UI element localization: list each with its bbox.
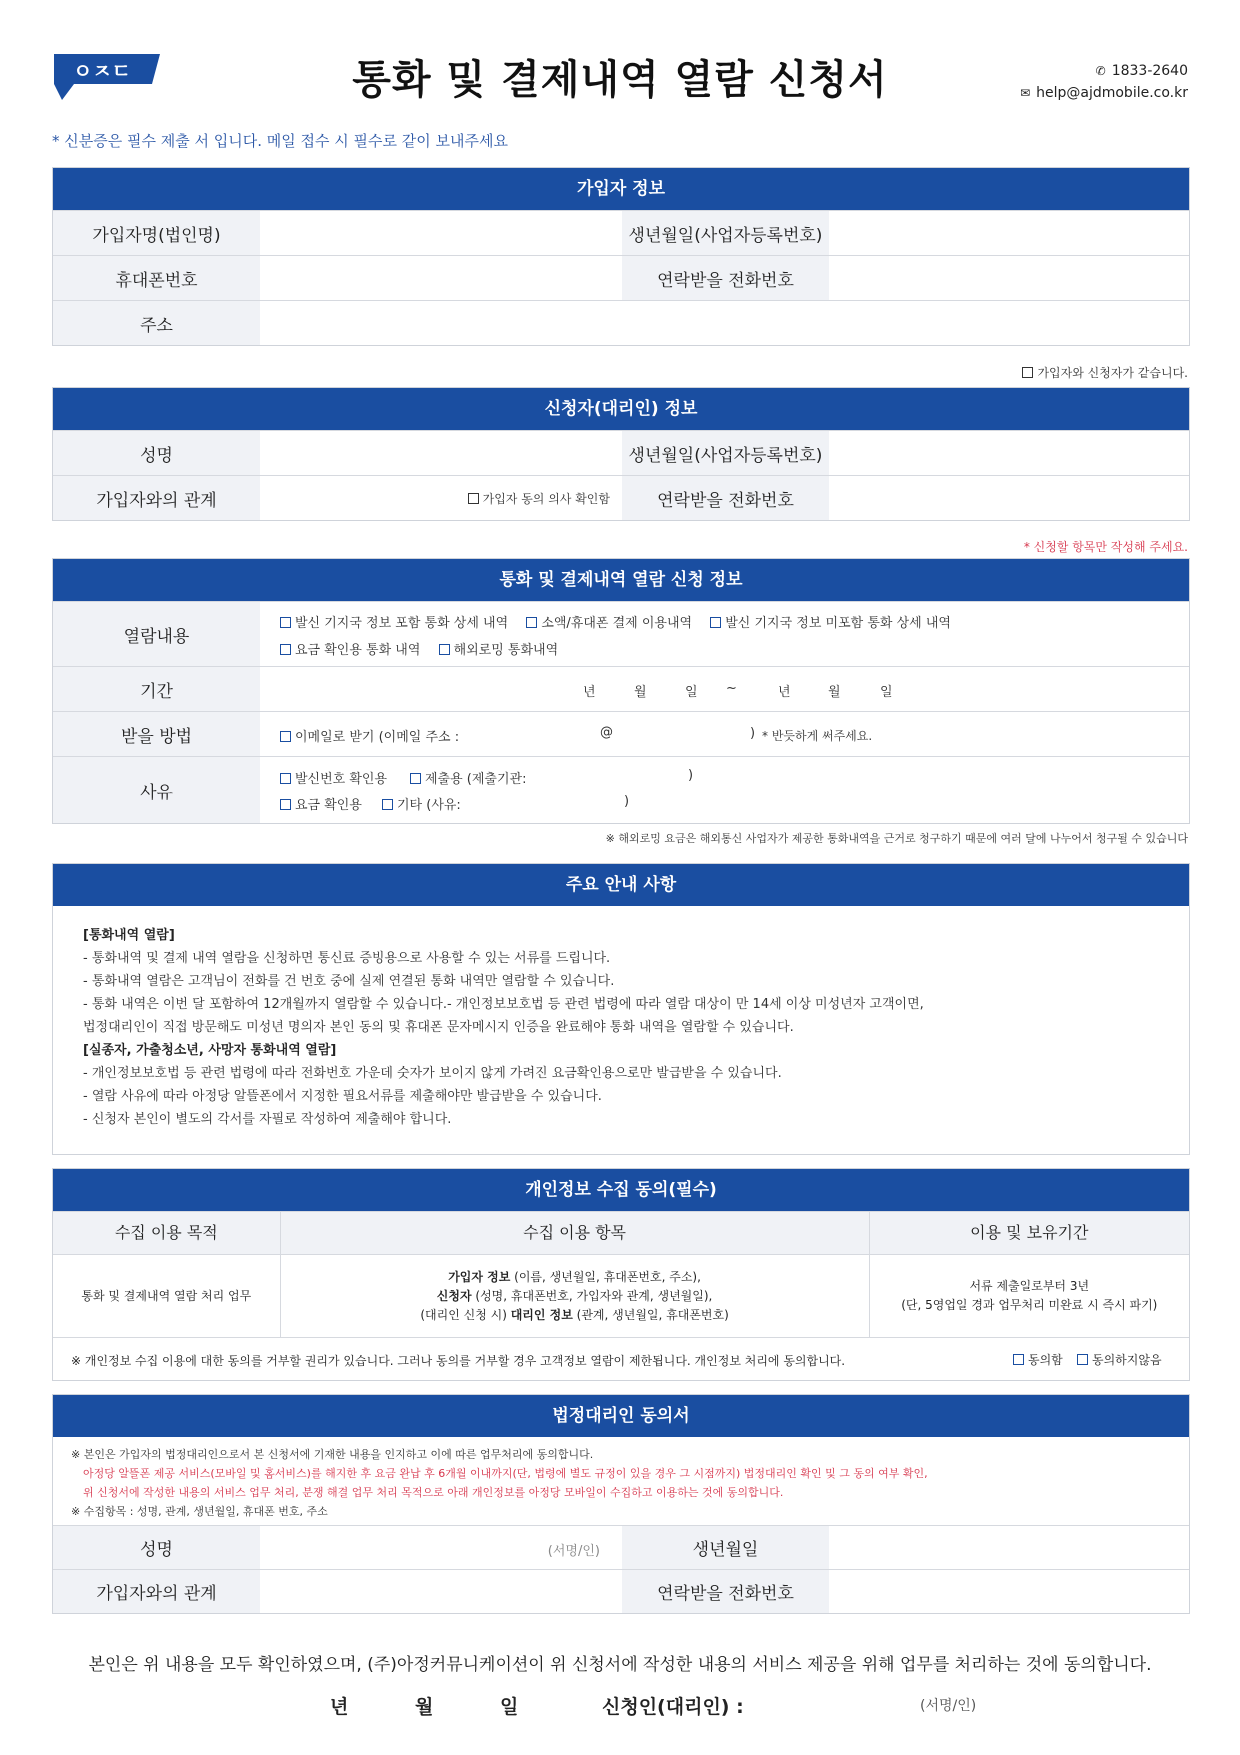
period-start-day: 일 xyxy=(685,685,698,700)
applicant-sign-mark[interactable]: (서명/인) xyxy=(920,1698,977,1714)
request-section xyxy=(52,558,1190,824)
method-field[interactable] xyxy=(260,712,1189,756)
phone-icon: ✆ xyxy=(1095,64,1106,78)
id-card-notice: * 신분증은 필수 제출 서 입니다. 메일 접수 시 필수로 같이 보내주세요 xyxy=(52,132,508,150)
privacy-footer-note: ※ 개인정보 수집 이용에 대한 동의를 거부할 권리가 있습니다. 그러나 동의를 거부할 경우 고객정보 열람이 제한됩니다. 개인정보 처리에 동의합니다. xyxy=(71,1354,846,1368)
reason-label: 사유 xyxy=(53,757,260,823)
subscriber-name-label: 가입자명(법인명) xyxy=(53,211,260,255)
items-applicant: 신청자 xyxy=(436,1288,472,1303)
reason-caller-checkbox[interactable] xyxy=(280,773,291,784)
items-subscriber: 가입자 정보 xyxy=(448,1269,511,1284)
guide-heading-missing: [실종자, 가출청소년, 사망자 통화내역 열람] xyxy=(83,1043,337,1058)
privacy-period-value xyxy=(870,1255,1189,1337)
subscriber-address-field[interactable] xyxy=(260,301,1189,345)
reason-field[interactable] xyxy=(260,757,1189,823)
legal-sign-mark: (서명/인) xyxy=(547,1544,600,1559)
subscriber-name-field[interactable] xyxy=(260,211,622,255)
sign-day: 일 xyxy=(500,1696,519,1718)
consent-confirm-label: 가입자 동의 의사 확인함 xyxy=(482,492,610,506)
applicant-name-label: 성명 xyxy=(53,431,260,475)
same-person-label: 가입자와 신청자가 같습니다. xyxy=(1037,366,1188,380)
agree-checkbox[interactable] xyxy=(1013,1354,1024,1365)
subscriber-section xyxy=(52,167,1190,346)
reason-submit-checkbox[interactable] xyxy=(410,773,421,784)
guide-line: - 개인정보보호법 등 관련 법령에 따라 전화번호 가운데 숫자가 보이지 않게 가려진 요금확인용으로만 발급받을 수 있습니다. xyxy=(83,1066,782,1081)
reason-fee-option[interactable] xyxy=(280,794,362,813)
disagree-checkbox[interactable] xyxy=(1077,1354,1088,1365)
reason-other-label: 기타 (사유: xyxy=(397,798,461,813)
contact-phone: 1833-2640 xyxy=(1111,63,1188,79)
email-method-checkbox[interactable] xyxy=(280,731,291,742)
reason-caller-option[interactable] xyxy=(280,768,387,787)
consent-confirm-checkbox[interactable] xyxy=(468,493,479,504)
reason-fee-checkbox[interactable] xyxy=(280,799,291,810)
applicant-sign-label: 신청인(대리인) : xyxy=(602,1696,744,1718)
disagree-option[interactable] xyxy=(1077,1351,1162,1368)
guide-line: - 통화내역 열람은 고객님이 전화를 건 번호 중에 실제 연결된 통화 내역만 열람할 수 있습니다. xyxy=(83,974,615,989)
guide-line: - 신청자 본인이 별도의 각서를 자필로 작성하여 제출해야 합니다. xyxy=(83,1112,452,1127)
page-title: 통화 및 결제내역 열람 신청서 xyxy=(352,57,888,103)
guide-heading-call: [통화내역 열람] xyxy=(83,928,175,943)
final-statement: 본인은 위 내용을 모두 확인하였으며, (주)아정커뮤니케이션이 위 신청서에 작성한 내용의 서비스 제공을 위해 업무를 처리하는 것에 동의합니다. xyxy=(88,1655,1152,1675)
roaming-note: ※ 해외로밍 요금은 해외통신 사업자가 제공한 통화내역을 근거로 청구하기 때문에 여러 달에 나누어서 청구될 수 있습니다 xyxy=(605,832,1188,845)
legal-relation-label: 가입자와의 관계 xyxy=(53,1570,260,1613)
period-start-year: 년 xyxy=(583,685,596,700)
items-agent-detail: (관계, 생년월일, 휴대폰번호) xyxy=(572,1307,729,1322)
period-label: 기간 xyxy=(53,667,260,711)
reason-submit-option[interactable] xyxy=(410,768,527,787)
guide-line: 법정대리인이 직접 방문해도 미성년 명의자 본인 동의 및 휴대폰 문자메시지 인증을 완료해야 통화 내역을 열람할 수 있습니다. xyxy=(83,1020,794,1035)
fill-only-note: * 신청할 항목만 작성해 주세요. xyxy=(1023,540,1188,554)
period-end-year: 년 xyxy=(778,685,791,700)
email-write-note: * 반듯하게 써주세요. xyxy=(762,729,873,743)
sign-month: 월 xyxy=(415,1696,434,1718)
mail-icon: ✉ xyxy=(1020,86,1031,100)
subscriber-header: 가입자 정보 xyxy=(53,168,1189,210)
items-applicant-detail: (성명, 휴대폰번호, 가입자와 관계, 생년월일), xyxy=(471,1288,713,1303)
reason-other-checkbox[interactable] xyxy=(382,799,393,810)
contact-info xyxy=(1018,60,1188,104)
disagree-label: 동의하지않음 xyxy=(1092,1353,1162,1367)
privacy-items-value xyxy=(281,1255,870,1337)
applicant-contact-label: 연락받을 전화번호 xyxy=(622,476,829,520)
option-call-without-tower-checkbox[interactable] xyxy=(710,617,721,628)
period-tilde: ~ xyxy=(726,681,737,696)
guide-header: 주요 안내 사항 xyxy=(53,864,1189,906)
applicant-name-field[interactable] xyxy=(260,431,622,475)
signature-date-line xyxy=(0,1692,1240,1722)
option-roaming[interactable] xyxy=(439,637,559,664)
subscriber-contact-label: 연락받을 전화번호 xyxy=(622,256,829,300)
applicant-section xyxy=(52,387,1190,521)
request-header: 통화 및 결제내역 열람 신청 정보 xyxy=(53,559,1189,601)
period-line-1: 서류 제출일로부터 3년 xyxy=(969,1279,1090,1293)
legal-note-3: 위 신청서에 작성한 내용의 서비스 업무 처리, 분쟁 해결 업무 처리 목적으로 아래 개인정보를 아정당 모바일이 수집하고 이용하는 것에 동의합니다. xyxy=(83,1486,784,1499)
option-call-without-tower[interactable] xyxy=(710,610,951,637)
items-agent-prefix: (대리인 신청 시) xyxy=(420,1307,511,1322)
reason-other-close: ) xyxy=(624,794,630,809)
option-call-with-tower-label: 발신 기지국 정보 포함 통화 상세 내역 xyxy=(295,616,509,631)
reason-submit-close: ) xyxy=(688,768,694,783)
guide-line: - 통화 내역은 이번 달 포함하여 12개월까지 열람할 수 있습니다.- 개인정보보호법 등 관련 법령에 따라 열람 대상이 만 14세 이상 미성년자 고객이면, xyxy=(83,997,924,1012)
legal-name-label: 성명 xyxy=(53,1526,260,1569)
privacy-col-items: 수집 이용 항목 xyxy=(281,1212,870,1254)
period-line-2: (단, 5영업일 경과 업무처리 미완료 시 즉시 파기) xyxy=(901,1298,1158,1312)
period-field[interactable] xyxy=(260,667,1189,711)
option-roaming-checkbox[interactable] xyxy=(439,644,450,655)
email-method-label: 이메일로 받기 (이메일 주소 : xyxy=(295,730,460,745)
subscriber-phone-field[interactable] xyxy=(260,256,622,300)
logo-text: ㅇㅈㄷ xyxy=(73,59,131,83)
applicant-birth-field[interactable] xyxy=(829,431,1189,475)
email-at-sign: @ xyxy=(600,725,613,740)
option-fee-check[interactable] xyxy=(280,637,420,664)
privacy-section xyxy=(52,1168,1190,1381)
items-subscriber-detail: (이름, 생년월일, 휴대폰번호, 주소), xyxy=(510,1269,701,1284)
subscriber-contact-field[interactable] xyxy=(829,256,1189,300)
legal-contact-field[interactable] xyxy=(829,1570,1189,1613)
items-agent: 대리인 정보 xyxy=(510,1307,573,1322)
sign-year: 년 xyxy=(330,1696,349,1718)
applicant-contact-field[interactable] xyxy=(829,476,1189,520)
same-person-checkbox-row[interactable] xyxy=(1022,364,1188,381)
email-close-paren: ) xyxy=(750,726,756,741)
legal-birth-label: 생년월일 xyxy=(622,1526,829,1569)
period-end-month: 월 xyxy=(828,685,841,700)
applicant-relation-field[interactable] xyxy=(260,476,622,520)
content-label: 열람내용 xyxy=(53,602,260,666)
applicant-birth-label: 생년월일(사업자등록번호) xyxy=(622,431,829,475)
reason-other-option[interactable] xyxy=(382,794,461,813)
guide-section xyxy=(52,863,1190,1155)
applicant-header: 신청자(대리인) 정보 xyxy=(53,388,1189,430)
subscriber-birth-field[interactable] xyxy=(829,211,1189,255)
privacy-col-purpose: 수집 이용 목적 xyxy=(53,1212,281,1254)
privacy-col-period: 이용 및 보유기간 xyxy=(870,1212,1189,1254)
email-method-option[interactable] xyxy=(280,726,459,745)
option-fee-check-label: 요금 확인용 통화 내역 xyxy=(295,643,421,658)
subscriber-birth-label: 생년월일(사업자등록번호) xyxy=(622,211,829,255)
legal-note-2: 아정당 알뜰폰 제공 서비스(모바일 및 홈서비스)를 해지한 후 요금 완납 후 6개월 이내까지(단, 법령에 별도 규정이 있을 경우 그 시점까지) 법정대리인 확인 및 그 동의 여부 확인, xyxy=(83,1467,928,1480)
reason-fee-label: 요금 확인용 xyxy=(295,798,362,813)
option-call-with-tower-checkbox[interactable] xyxy=(280,617,291,628)
option-micropayment-checkbox[interactable] xyxy=(526,617,537,628)
option-call-without-tower-label: 발신 기지국 정보 미포함 통화 상세 내역 xyxy=(725,616,951,631)
legal-contact-label: 연락받을 전화번호 xyxy=(622,1570,829,1613)
option-roaming-label: 해외로밍 통화내역 xyxy=(453,643,559,658)
legal-name-field[interactable] xyxy=(260,1526,622,1569)
legal-relation-field[interactable] xyxy=(260,1570,622,1613)
contact-email[interactable]: help@ajdmobile.co.kr xyxy=(1036,85,1188,101)
method-label: 받을 방법 xyxy=(53,712,260,756)
agree-label: 동의함 xyxy=(1028,1353,1063,1367)
applicant-relation-label: 가입자와의 관계 xyxy=(53,476,260,520)
period-start-month: 월 xyxy=(634,685,647,700)
guide-line: - 열람 사유에 따라 아정당 알뜰폰에서 지정한 필요서류를 제출해야만 발급받을 수 있습니다. xyxy=(83,1089,602,1104)
guide-line: - 통화내역 및 결제 내역 열람을 신청하면 통신료 증빙용으로 사용할 수 있는 서류를 드립니다. xyxy=(83,951,611,966)
option-call-with-tower[interactable] xyxy=(280,610,508,637)
legal-section xyxy=(52,1394,1190,1614)
subscriber-phone-label: 휴대폰번호 xyxy=(53,256,260,300)
reason-submit-label: 제출용 (제출기관: xyxy=(425,772,527,787)
legal-header: 법정대리인 동의서 xyxy=(53,1395,1189,1437)
legal-birth-field[interactable] xyxy=(829,1526,1189,1569)
option-micropayment[interactable] xyxy=(526,610,692,637)
same-person-checkbox[interactable] xyxy=(1022,367,1033,378)
privacy-header: 개인정보 수집 동의(필수) xyxy=(53,1169,1189,1211)
option-fee-check-checkbox[interactable] xyxy=(280,644,291,655)
legal-note-1: ※ 본인은 가입자의 법정대리인으로서 본 신청서에 기재한 내용을 인지하고 이에 따른 업무처리에 동의합니다. xyxy=(71,1448,594,1461)
legal-note-4: ※ 수집항목 : 성명, 관계, 생년월일, 휴대폰 번호, 주소 xyxy=(71,1505,328,1518)
privacy-purpose-value: 통화 및 결제내역 열람 처리 업무 xyxy=(53,1255,281,1337)
subscriber-address-label: 주소 xyxy=(53,301,260,345)
period-end-day: 일 xyxy=(880,685,893,700)
agree-option[interactable] xyxy=(1013,1351,1063,1368)
option-micropayment-label: 소액/휴대폰 결제 이용내역 xyxy=(541,616,693,631)
reason-caller-label: 발신번호 확인용 xyxy=(295,772,388,787)
consent-confirm-checkbox-row[interactable] xyxy=(468,490,610,507)
